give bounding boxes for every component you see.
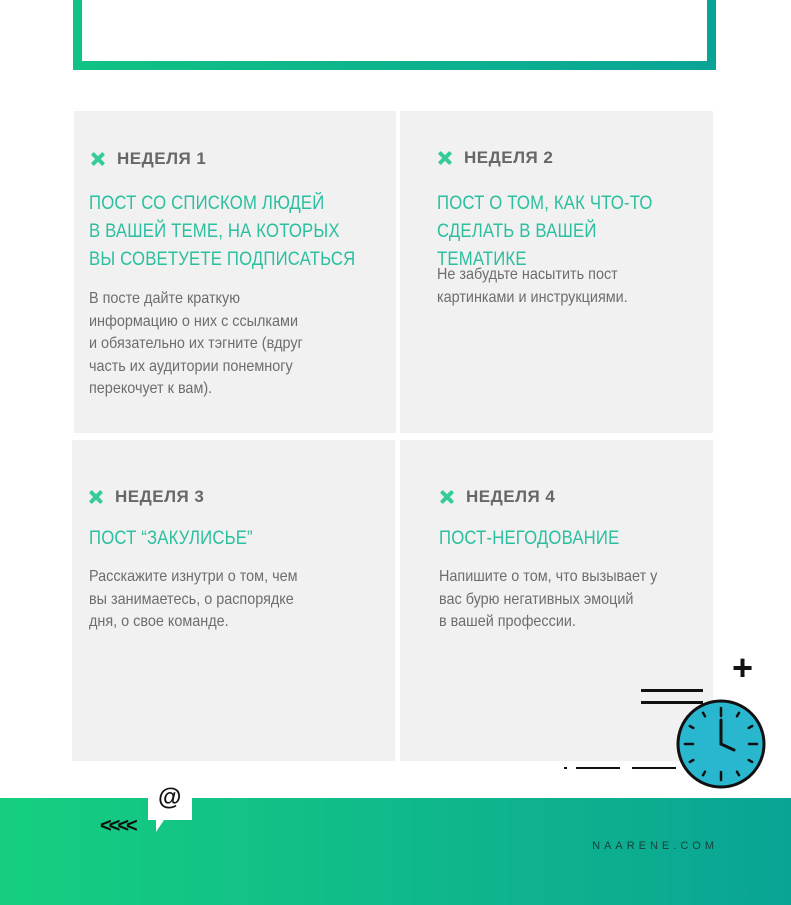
- cross-icon: [438, 151, 452, 165]
- chevrons-decoration: <<<<: [100, 815, 135, 837]
- week-3-heading: [89, 487, 204, 507]
- cross-icon: [91, 152, 105, 166]
- cross-icon: [89, 490, 103, 504]
- week-1-label: НЕДЕЛЯ 1: [117, 149, 207, 168]
- week-1-body: В посте дайте краткую информацию о них с ссылками и обязательно их тэгните (вдруг часть их аудитории понемногу перекочует к вам).: [89, 290, 303, 397]
- speed-line: [641, 689, 703, 692]
- at-symbol: @: [158, 784, 182, 811]
- site-url: NAARENE.COM: [592, 840, 718, 852]
- week-1-title: ПОСТ СО СПИСКОМ ЛЮДЕЙ В ВАШЕЙ ТЕМЕ, НА КОТОРЫХ ВЫ СОВЕТУЕТЕ ПОДПИСАТЬСЯ: [89, 193, 356, 270]
- clock-icon: [675, 698, 767, 790]
- speed-line: [632, 767, 676, 769]
- week-3-title: ПОСТ “ЗАКУЛИСЬЕ”: [89, 528, 253, 549]
- week-4-body: Напишите о том, что вызывает у вас бурю негативных эмоций в вашей профессии.: [439, 568, 658, 630]
- week-4-title: ПОСТ-НЕГОДОВАНИЕ: [439, 528, 620, 549]
- week-4-heading: [440, 487, 555, 507]
- speed-line: [576, 767, 620, 769]
- at-speech-bubble-icon: [148, 782, 192, 820]
- cross-icon: [440, 490, 454, 504]
- week-3-label: НЕДЕЛЯ 3: [115, 487, 205, 506]
- week-4-label: НЕДЕЛЯ 4: [466, 487, 556, 506]
- plus-icon: +: [732, 647, 754, 688]
- week-3-card: [72, 440, 395, 761]
- week-1-card: [74, 111, 396, 433]
- week-3-body: Расскажите изнутри о том, чем вы занимаетесь, о распорядке дня, о свое команде.: [89, 568, 298, 630]
- week-4-card: [400, 440, 713, 761]
- week-2-label: НЕДЕЛЯ 2: [464, 148, 554, 167]
- week-1-heading: [91, 149, 206, 169]
- speed-line: [564, 767, 567, 769]
- top-frame-box: [73, 0, 716, 70]
- week-2-card: [400, 111, 713, 433]
- week-2-title: ПОСТ О ТОМ, КАК ЧТО-ТО СДЕЛАТЬ В ВАШЕЙ ТЕМАТИКЕ: [437, 193, 653, 270]
- week-2-body: Не забудьте насытить пост картинками и инструкциями.: [437, 266, 628, 306]
- week-2-heading: [438, 148, 553, 168]
